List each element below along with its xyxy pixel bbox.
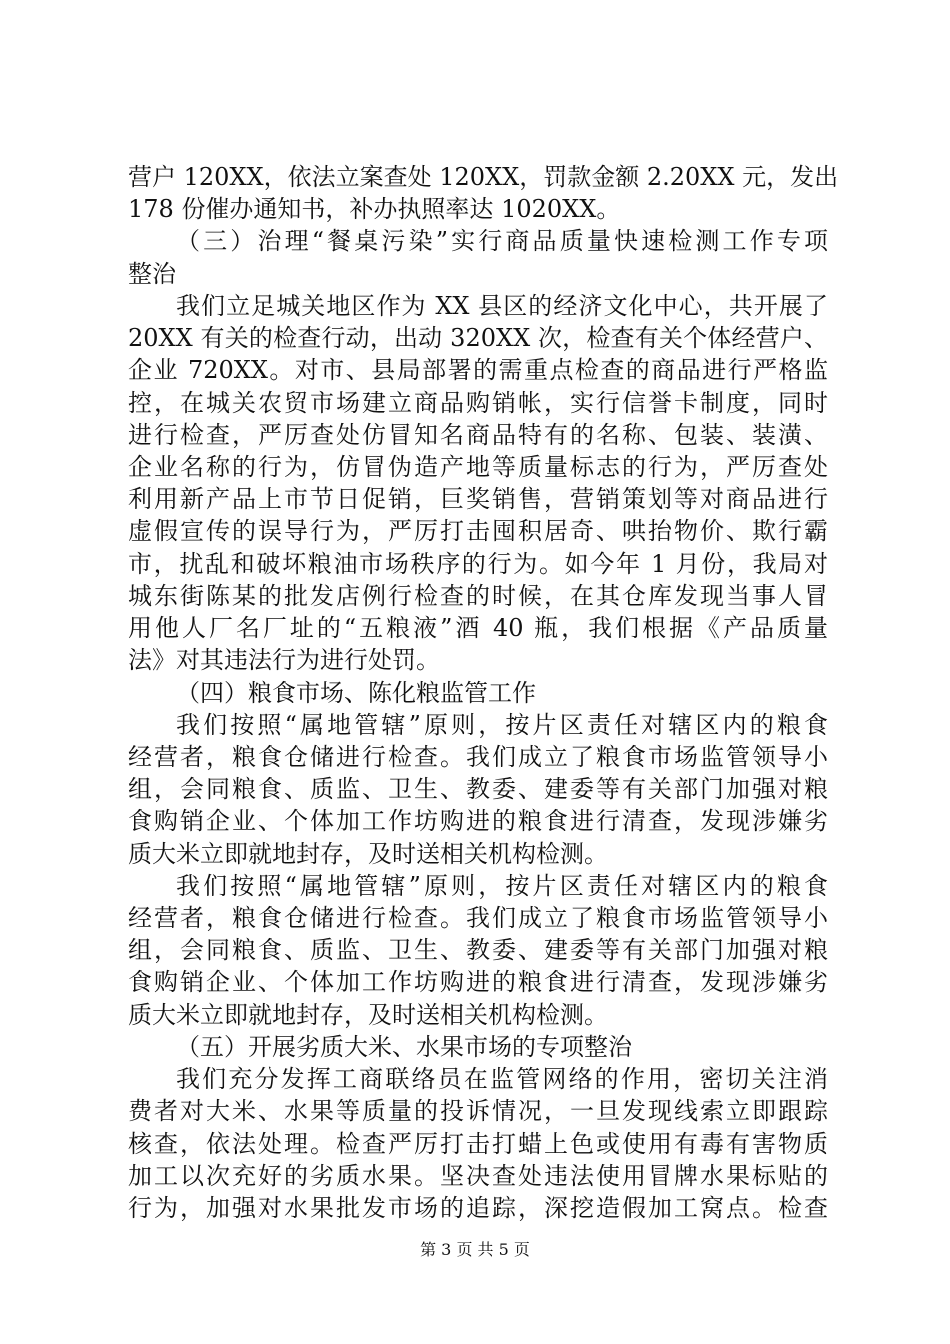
text-line: 利用新产品上市节日促销，巨奖销售，营销策划等对商品进行 bbox=[128, 485, 828, 514]
text-line: 企业 720XX。对市、县局部署的需重点检查的商品进行严格监 bbox=[128, 356, 828, 385]
text-line: 质大米立即就地封存，及时送相关机构检测。 bbox=[128, 839, 608, 868]
text-line: 组，会同粮食、质监、卫生、教委、建委等有关部门加强对粮 bbox=[128, 775, 828, 804]
text-line: 178 份催办通知书，补办执照率达 1020XX。 bbox=[128, 195, 621, 224]
text-line: 质大米立即就地封存，及时送相关机构检测。 bbox=[128, 1000, 608, 1029]
section-heading: （五）开展劣质大米、水果市场的专项整治 bbox=[176, 1032, 632, 1061]
text-line: 组，会同粮食、质监、卫生、教委、建委等有关部门加强对粮 bbox=[128, 936, 828, 965]
page-number-footer: 第 3 页 共 5 页 bbox=[420, 1240, 530, 1259]
text-line: 加工以次充好的劣质水果。坚决查处违法使用冒牌水果标贴的 bbox=[128, 1161, 828, 1190]
text-line: 行为，加强对水果批发市场的追踪，深挖造假加工窝点。检查 bbox=[128, 1194, 828, 1222]
text-line: 控，在城关农贸市场建立商品购销帐，实行信誉卡制度，同时 bbox=[128, 388, 828, 417]
text-line: 企业名称的行为，仿冒伪造产地等质量标志的行为，严厉查处 bbox=[128, 452, 828, 481]
text-line: 虚假宣传的误导行为，严厉打击囤积居奇、哄抬物价、欺行霸 bbox=[128, 517, 828, 546]
text-line: 我们按照“属地管辖”原则，按片区责任对辖区内的粮食 bbox=[176, 710, 828, 739]
text-line: 我们充分发挥工商联络员在监管网络的作用，密切关注消 bbox=[176, 1065, 828, 1094]
text-line: 营户 120XX，依法立案查处 120XX，罚款金额 2.20XX 元，发出 bbox=[128, 163, 839, 191]
text-line: 食购销企业、个体加工作坊购进的粮食进行清查，发现涉嫌劣 bbox=[128, 807, 828, 836]
section-heading: 整治 bbox=[128, 259, 176, 288]
text-line: 经营者，粮食仓储进行检查。我们成立了粮食市场监管领导小 bbox=[128, 742, 828, 771]
text-line: 市，扰乱和破坏粮油市场秩序的行为。如今年 1 月份，我局对 bbox=[128, 549, 828, 578]
section-heading: （四）粮食市场、陈化粮监管工作 bbox=[176, 678, 536, 707]
text-line: 核查，依法处理。检查严厉打击打蜡上色或使用有毒有害物质 bbox=[128, 1129, 828, 1158]
text-line: 我们立足城关地区作为 XX 县区的经济文化中心，共开展了 bbox=[176, 291, 828, 320]
text-line: 法》对其违法行为进行处罚。 bbox=[128, 646, 440, 675]
text-line: 20XX 有关的检查行动，出动 320XX 次，检查有关个体经营户、 bbox=[128, 324, 828, 353]
section-heading: （三）治理“餐桌污染”实行商品质量快速检测工作专项 bbox=[176, 227, 828, 256]
text-line: 经营者，粮食仓储进行检查。我们成立了粮食市场监管领导小 bbox=[128, 904, 828, 933]
text-line: 进行检查，严厉查处仿冒知名商品特有的名称、包装、装潢、 bbox=[128, 420, 828, 449]
text-line: 城东街陈某的批发店例行检查的时候，在其仓库发现当事人冒 bbox=[128, 581, 828, 610]
text-line: 用他人厂名厂址的“五粮液”酒 40 瓶，我们根据《产品质量 bbox=[128, 614, 828, 643]
text-line: 费者对大米、水果等质量的投诉情况，一旦发现线索立即跟踪 bbox=[128, 1097, 828, 1126]
text-line: 食购销企业、个体加工作坊购进的粮食进行清查，发现涉嫌劣 bbox=[128, 968, 828, 997]
text-line: 我们按照“属地管辖”原则，按片区责任对辖区内的粮食 bbox=[176, 871, 828, 900]
